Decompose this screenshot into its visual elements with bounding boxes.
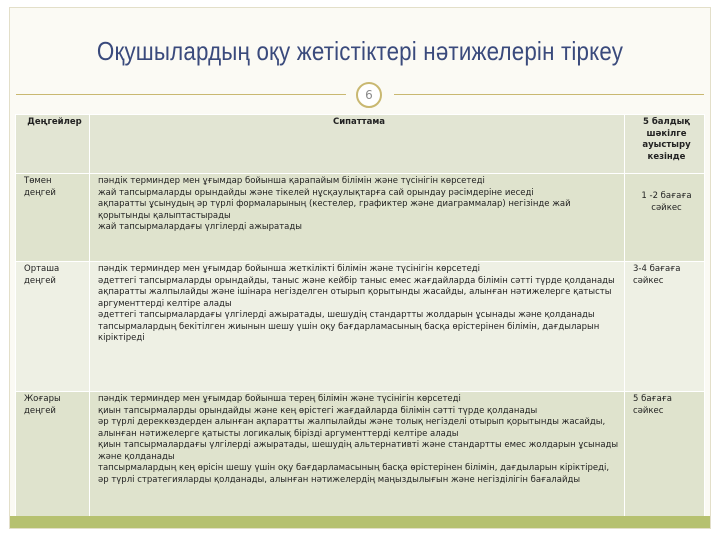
description-line: жай тапсырмаларды орындайды және тікелей нұсқаулықтарға сай орындау рәсімдеріне иеседі <box>98 187 534 198</box>
level-cell: Төмен деңгей <box>16 174 90 262</box>
description-line: әр түрлі дереккөздерден алынған ақпаратты жалпылайды және толық негізделі отырып қорытынды жасайды, алынған нәтижелерге қатысты логикалық бірізді аргументтерді келтіре алады <box>98 417 606 439</box>
level-cell: Жоғары деңгей <box>16 392 90 527</box>
description-cell <box>90 262 625 392</box>
slide-title: Оқушылардың оқу жетістіктері нәтижелерін тіркеу <box>96 36 624 66</box>
table-header-row <box>16 115 705 174</box>
grading-table-wrapper <box>15 114 705 527</box>
slide <box>9 7 711 529</box>
grading-table <box>15 114 705 527</box>
title-rule-left <box>16 94 346 95</box>
description-line: ақпаратты жалпылайды және ішінара негізделген отырып қорытынды жасайды, алынған нәтижелерге қатысты аргументтерді келтіре алады <box>98 287 612 309</box>
description-line: әдеттегі тапсырмалардағы үлгілерді ажыратады, шешудің стандартты жолдарын ұсынады және қолданады <box>98 310 595 320</box>
grade-cell: 5 бағаға сәйкес <box>625 392 705 527</box>
title-rule-right <box>394 94 704 95</box>
header-description: Сипаттама <box>90 115 625 174</box>
grade-cell: 3-4 бағаға сәйкес <box>625 262 705 392</box>
description-line: тапсырмалардың бекітілген жиынын шешу үшін оқу бағдарламасының басқа өрістерінен білімін, дағдыларын кіріктіреді <box>98 321 600 343</box>
footer-bar <box>10 516 710 528</box>
description-line: ақпаратты ұсынудың әр түрлі формаларының (кестелер, графиктер және диаграммалар) негізінде жай қорытынды қалыптастырады <box>98 199 571 221</box>
header-grade-scale: 5 балдық шәкілге ауыстыру кезінде <box>625 115 705 174</box>
description-cell <box>90 174 625 262</box>
description-line: жай тапсырмалардағы үлгілерді ажыратады <box>98 222 302 232</box>
grade-cell: 1 -2 бағаға сәйкес <box>625 174 705 262</box>
table-row-medium <box>16 262 705 392</box>
level-cell: Орташа деңгей <box>16 262 90 392</box>
page-number-badge: 6 <box>356 82 382 108</box>
header-levels: Деңгейлер <box>16 115 90 174</box>
description-line: пәндік терминдер мен ұғымдар бойынша жеткілікті білімін және түсінігін көрсетеді <box>98 264 481 274</box>
description-line: тапсырмалардың кең өрісін шешу үшін оқу бағдарламасының басқа өрістерінен білімін, дағдыларын кіріктіреді, әр түрлі стратегияларды қолданады, алынған нәтижелердің маңыздылығын және негізділігін бағалайды <box>98 463 610 485</box>
description-line: пәндік терминдер мен ұғымдар бойынша қарапайым білімін және түсінігін көрсетеді <box>98 176 485 186</box>
table-row-high <box>16 392 705 527</box>
description-line: қиын тапсырмаларды орындайды және кең өрістегі жағдайларда білімін сәтті түрде қолданады <box>98 405 538 416</box>
description-line: әдеттегі тапсырмаларды орындайды, таныс және кейбір таныс емес жағдайларда білімін сәтті түрде қолданады <box>98 275 615 286</box>
table-row-low <box>16 174 705 262</box>
description-cell <box>90 392 625 527</box>
description-line: пәндік терминдер мен ұғымдар бойынша терең білімін және түсінігін көрсетеді <box>98 394 461 404</box>
description-line: қиын тапсырмалардағы үлгілерді ажыратады, шешудің альтернативті және стандартты емес жолдарын ұсынады және қолданады <box>98 440 619 462</box>
